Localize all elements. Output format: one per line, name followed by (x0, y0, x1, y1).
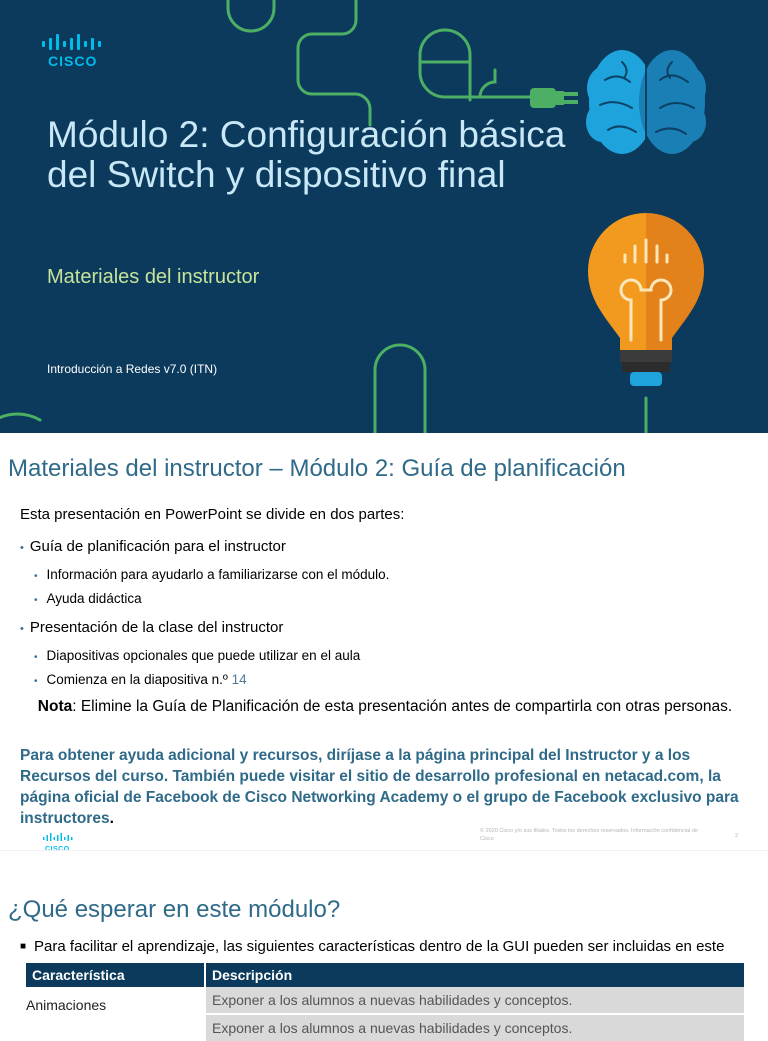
brain-icon (586, 50, 706, 154)
bullet-icon: • (20, 542, 24, 554)
title-slide (0, 0, 768, 433)
table-cell: Exponer a los alumnos a nuevas habilidades y conceptos. (205, 1014, 744, 1041)
list-item-text: Presentación de la clase del instructor (29, 619, 284, 636)
slide-number-ref: 14 (231, 672, 247, 687)
cisco-logo-icon (42, 833, 76, 841)
table-cell: Animaciones (26, 987, 205, 1014)
list-item (34, 672, 247, 687)
list-item (34, 567, 389, 582)
help-body: Para obtener ayuda adicional y recursos, diríjase a la página principal del Instructor y a los Recursos del curso. También puede visitar el sitio de desarrollo profesional en netacad.com, la página oficial de Facebook de Cisco Networking Academy o el grupo de Facebook exclusivo para instructores (20, 747, 739, 827)
list-item (34, 591, 142, 606)
table-row (26, 1014, 744, 1041)
note-body: : Elimine la Guía de Planificación de esta presentación antes de compartirla con otras personas. (72, 698, 733, 715)
cable-plug-icon (530, 88, 578, 108)
copyright-text: © 2020 Cisco y/o sus filiales. Todos los derechos reservados. Información confidencial de Cisco (480, 828, 698, 842)
square-bullet-icon: ■ (20, 941, 27, 952)
table-cell: Exponer a los alumnos a nuevas habilidades y conceptos. (205, 987, 744, 1014)
what-to-expect-slide (0, 850, 768, 1036)
table-cell (26, 1014, 205, 1041)
help-text (20, 745, 750, 829)
column-header: Descripción (205, 963, 744, 987)
list-item-text: Información para ayudarlo a familiarizarse con el módulo. (46, 567, 390, 582)
lightbulb-icon (588, 213, 704, 386)
slide-title: Módulo 2: Configuración básica del Switch y dispositivo final (47, 114, 566, 195)
features-table (26, 963, 744, 1041)
slide-subtitle: Materiales del instructor (47, 266, 260, 288)
bullet-icon: • (34, 571, 38, 582)
note-label: Nota (37, 698, 73, 715)
page-number: 2 (735, 833, 739, 839)
list-item-text: Diapositivas opcionales que puede utilizar en el aula (46, 648, 361, 663)
cisco-logo-text: CISCO (48, 53, 98, 69)
column-header: Característica (26, 963, 205, 987)
bullet-icon: • (34, 595, 38, 606)
slide-title: ¿Qué esperar en este módulo? (8, 896, 341, 923)
cisco-logo-icon (40, 33, 110, 51)
list-item-text: Guía de planificación para el instructor (29, 538, 286, 555)
intro-text: Esta presentación en PowerPoint se divide en dos partes: (20, 506, 405, 523)
bullet-icon: • (34, 652, 38, 663)
table-row (26, 987, 744, 1014)
cisco-logo (40, 33, 110, 69)
slide-title: Materiales del instructor – Módulo 2: Guía de planificación (8, 455, 626, 482)
list-item-text: Ayuda didáctica (46, 591, 142, 606)
bullet-icon: • (20, 623, 24, 635)
list-item-text: Para facilitar el aprendizaje, las siguientes características dentro de la GUI pueden ser incluidas en este (34, 938, 725, 955)
list-item (34, 648, 360, 663)
list-item (20, 937, 740, 957)
list-item (20, 538, 286, 555)
planning-guide-slide (0, 433, 768, 850)
help-end: . (109, 810, 114, 827)
list-item-text: Comienza en la diapositiva n.º (46, 672, 228, 687)
note-text (30, 696, 740, 717)
course-name: Introducción a Redes v7.0 (ITN) (47, 362, 218, 376)
table-header-row (26, 963, 744, 987)
bullet-icon: • (34, 676, 38, 687)
list-item (20, 619, 283, 636)
